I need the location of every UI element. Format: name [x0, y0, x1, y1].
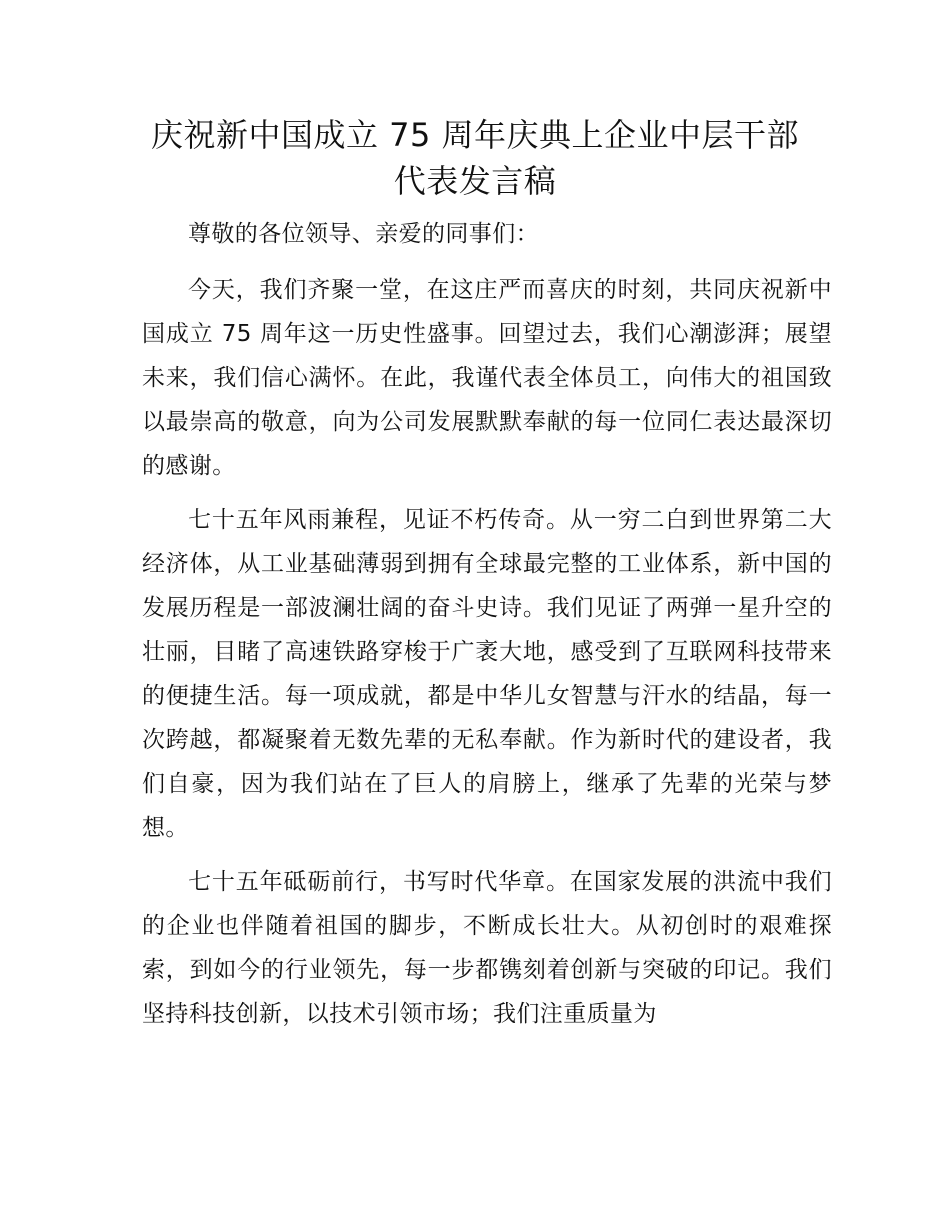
title-line-1: 庆祝新中国成立 75 周年庆典上企业中层干部: [150, 116, 800, 154]
paragraph-2: 七十五年风雨兼程，见证不朽传奇。从一穷二白到世界第二大经济体，从工业基础薄弱到拥有全球最完整的工业体系，新中国的发展历程是一部波澜壮阔的奋斗史诗。我们见证了两弹一星升空的壮丽，目睹了高速铁路穿梭于广袤大地，感受到了互联网科技带来的便捷生活。每一项成就，都是中华儿女智慧与汗水的结晶，每一次跨越，都凝聚着无数先辈的无私奉献。作为新时代的建设者，我们自豪，因为我们站在了巨人的肩膀上，继承了先辈的光荣与梦想。: [142, 507, 832, 841]
greeting-paragraph: 尊敬的各位领导、亲爱的同事们：: [188, 221, 539, 247]
document-title: [120, 112, 830, 204]
document-body: [142, 212, 832, 1046]
title-line-2: 代表发言稿: [393, 162, 557, 200]
paragraph-1: 今天，我们齐聚一堂，在这庄严而喜庆的时刻，共同庆祝新中国成立 75 周年这一历史性盛事。回望过去，我们心潮澎湃；展望未来，我们信心满怀。在此，我谨代表全体员工，向伟大的祖国致以最崇高的敬意，向为公司发展默默奉献的每一位同仁表达最深切的感谢。: [142, 277, 832, 479]
paragraph-3: 七十五年砥砺前行，书写时代华章。在国家发展的洪流中我们的企业也伴随着祖国的脚步，不断成长壮大。从初创时的艰难探索，到如今的行业领先，每一步都镌刻着创新与突破的印记。我们坚持科技创新，以技术引领市场；我们注重质量为: [142, 869, 832, 1027]
